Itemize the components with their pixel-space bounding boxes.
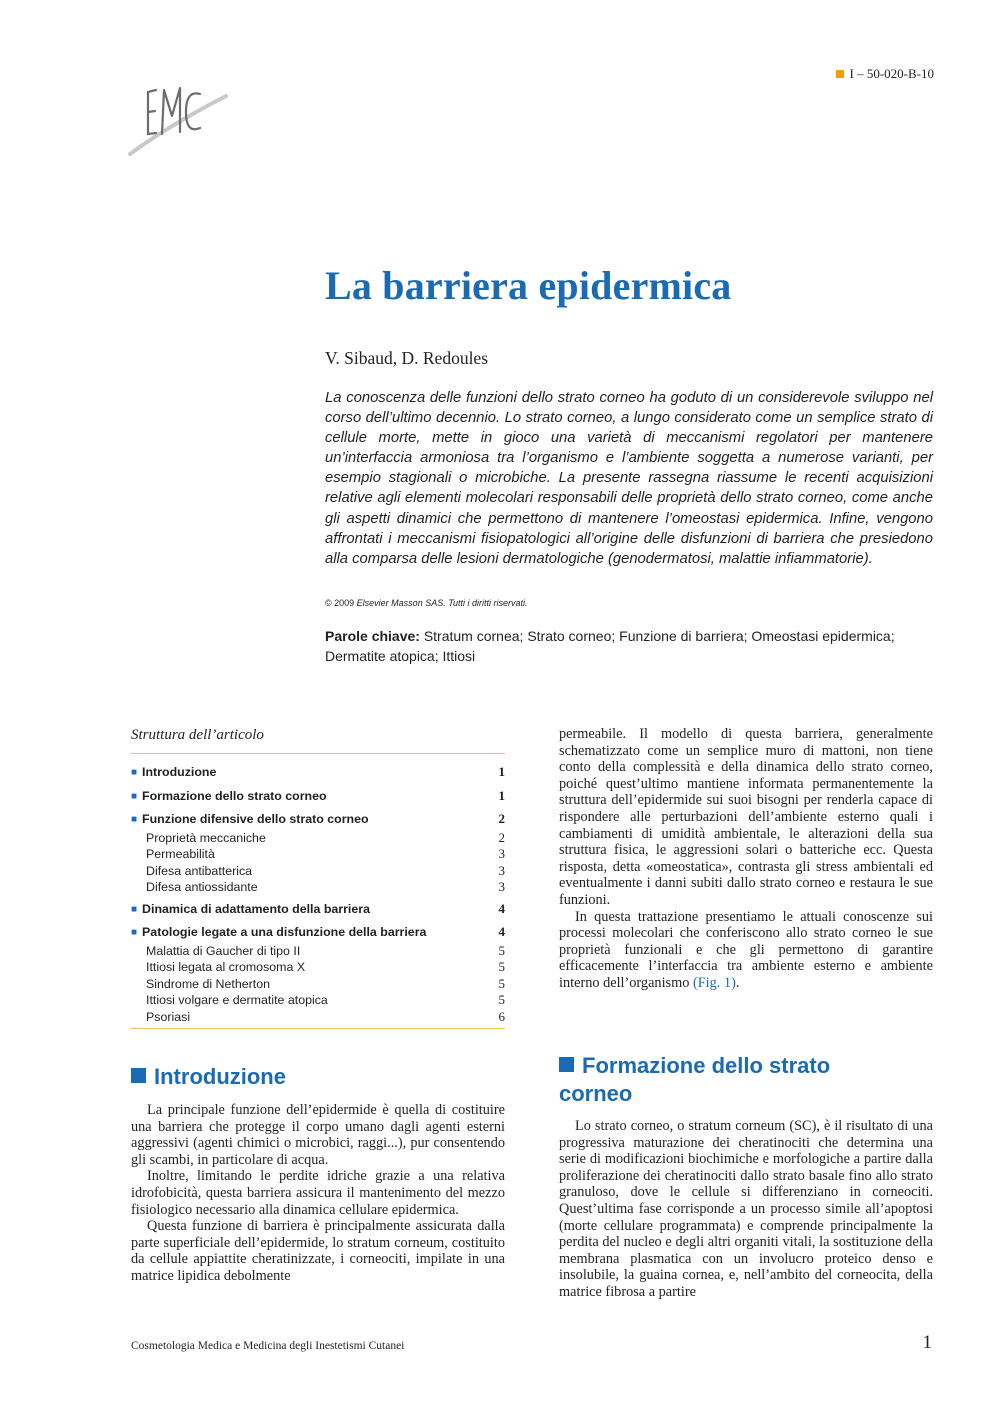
table-of-contents [131,727,505,1029]
keywords [325,627,933,666]
paragraph: La principale funzione dell’epidermide è quella di costituire una barriera che protegge il corpo umano dagli agenti esterni aggressivi (agenti chimici o microbici, raggi...), pur consentendo gli scambi, in particolare di acqua. [131,1102,505,1168]
toc-item[interactable]: ■ Introduzione 1 [131,764,505,783]
toc-subitem[interactable]: Proprietà meccaniche 2 [146,829,505,845]
toc-item[interactable]: ■ Patologie legate a una disfunzione della barriera 4 [131,924,505,943]
paragraph: Inoltre, limitando le perdite idriche grazie a una relativa idrofobicità, questa barriera assicura il mantenimento del mezzo fisiologico necessario alla dinamica cellulare epidermica. [131,1168,505,1218]
journal-footer: Cosmetologia Medica e Medicina degli Inestetismi Cutanei [131,1340,405,1352]
blue-square-icon [559,1057,574,1072]
section-heading-introduzione: Introduzione [131,1063,286,1091]
authors: V. Sibaud, D. Redoules [325,348,489,368]
article-title: La barriera epidermica [325,263,732,308]
formazione-body [559,1118,933,1301]
toc-item[interactable]: ■ Dinamica di adattamento della barriera 4 [131,901,505,920]
blue-square-icon [131,1068,146,1083]
paragraph: Lo strato corneo, o stratum corneum (SC), è il risultato di una progressiva maturazione dei cheratinociti che determina una serie di modificazioni biochimiche e morfologiche a partire dalla proliferazione dei cheratinociti dallo strato basale fino allo strato granuloso, dove le cellule si differenziano in corneociti. Quest’ultima fase corrisponde a un processo simile all’apoptosi (morte cellulare programmata) e comprende principalmente la perdita del nucleo e degli altri organiti vitali, la sostituzione della membrana plasmatica con un involucro proteico denso e insolubile, la guaina cornea, e, nell’ambito del corneocita, della matrice fibrosa a partire [559,1118,933,1300]
toc-list [131,754,505,1029]
toc-subitem[interactable]: Permeabilità 3 [146,846,505,861]
document-code-text: I – 50-020-B-10 [849,66,934,81]
paragraph: permeabile. Il modello di questa barriera, generalmente schematizzato come un semplice muro di mattoni, non tiene conto della complessità e della dinamica dello strato corneo, poiché quest’ultimo mantiene informata permanentemente la struttura dell’epidermide sui suoi bisogni per renderla capace di rispondere alle perturbazioni dell’ambiente esterno quali i cambiamenti di umidità ambientale, le alterazioni della sua struttura fisica, le aggressioni solari o batteriche ecc. Questa risposta, detta «omeostatica», contrasta gli stress ambientali ed eventualmente i danni subiti dallo strato corneo e restaura le sue funzioni. [559,726,933,908]
toc-item[interactable]: ■ Funzione difensive dello strato corneo 2 [131,811,505,830]
keywords-text: Stratum cornea; Strato corneo; Funzione di barriera; Omeostasi epidermica; Dermatite atopica; Ittiosi [325,628,895,664]
intro-body [131,1102,505,1285]
document-code [836,66,935,82]
toc-subitem[interactable]: Psoriasi 6 [146,1008,505,1024]
copyright [325,598,528,608]
figure-link[interactable]: (Fig. 1) [692,974,736,991]
toc-subitem[interactable]: Ittiosi legata al cromosoma X 5 [146,959,505,974]
orange-square-icon [836,70,844,78]
toc-subitem[interactable]: Sindrome di Netherton 5 [146,975,505,991]
copyright-publisher: Elsevier Masson SAS. Tutti i diritti riservati. [356,598,528,608]
copyright-year: © 2009 [325,598,355,608]
right-column-continuation [559,726,933,992]
toc-subitem[interactable]: Ittiosi volgare e dermatite atopica 5 [146,992,505,1007]
paragraph: In questa trattazione presentiamo le attuali conoscenze sui processi molecolari che conferiscono allo strato corneo le sue proprietà funzionali e che gli permettono di garantire efficacemente l’interfaccia tra ambiente esterno e ambiente interno dell’organismo (Fig. 1). [559,908,933,991]
page-number: 1 [922,1332,932,1353]
emc-logo [128,76,238,166]
abstract: La conoscenza delle funzioni dello strato corneo ha goduto di un considerevole sviluppo nel corso dell’ultimo decennio. Lo strato corneo, a lungo considerato come un semplice strato di cellule morte, mette in gioco una varietà di meccanismi regolatori per mantenere un’interfaccia armoniosa tra l’organismo e l’ambiente soggetta a numerose varianti, per esempio stagionali o microbiche. La presente rassegna riassume le recenti acquisizioni relative agli elementi molecolari responsabili delle proprietà dello strato corneo, come anche gli aspetti dinamici che permettono di mantenere l’omeostasi epidermica. Infine, vengono affrontati i meccanismi fisiopatologici all’origine delle disfunzioni di barriera che presiedono alla comparsa delle lesioni dermatologiche (genodermatosi, malattie infiammatorie). [325,390,933,567]
section-heading-formazione: Formazione dello strato corneo [559,1053,831,1106]
toc-subitem[interactable]: Difesa antiossidante 3 [146,879,505,894]
toc-subitem[interactable]: Malattia di Gaucher di tipo II 5 [146,942,505,958]
paragraph: Questa funzione di barriera è principalmente assicurata dalla parte superficiale dell’epidermide, lo stratum corneum, costituito da cellule appiattite cheratinizzate, i corneociti, impilate in una matrice lipidica debolmente [131,1218,505,1284]
toc-item[interactable]: ■ Formazione dello strato corneo 1 [131,788,505,807]
toc-subitem[interactable]: Difesa antibatterica 3 [146,862,505,878]
keywords-label: Parole chiave: [325,628,420,644]
toc-title: Struttura dell’articolo [131,727,505,754]
